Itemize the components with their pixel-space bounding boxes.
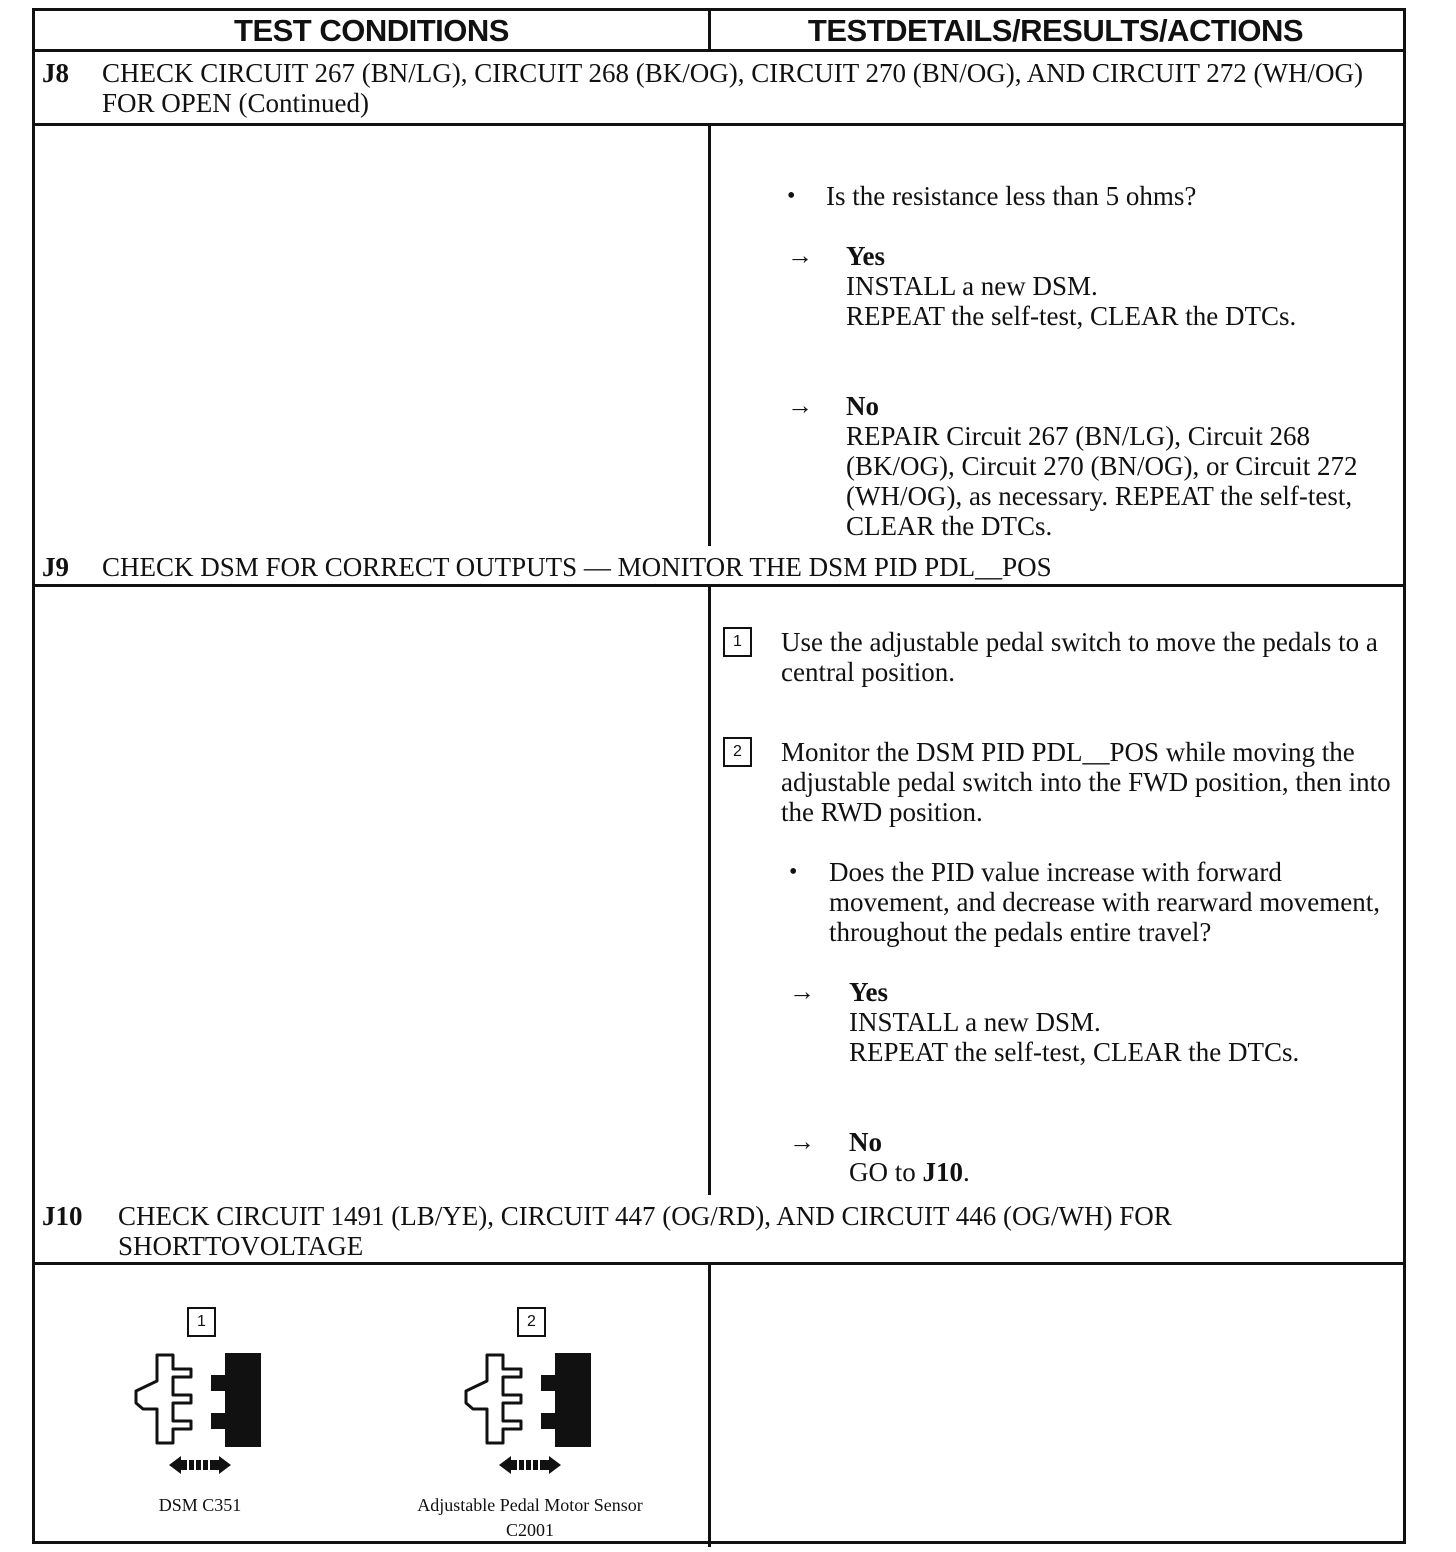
arrow-icon: → xyxy=(787,391,813,420)
no-action: REPAIR Circuit 267 (BN/LG), Circuit 268 (BK/OG), Circuit 270 (BN/OG), or Circuit 272 (WH/OG), as necessary. REPEAT the self-test, CLEAR the DTCs. xyxy=(846,421,1358,541)
goto-step-link[interactable]: J10 xyxy=(922,1157,963,1187)
step-2-text: Monitor the DSM PID PDL__POS while moving the adjustable pedal switch into the FWD position, then into the RWD position. xyxy=(781,737,1391,827)
yes-outcome xyxy=(846,241,1391,331)
arrow-icon: → xyxy=(789,1127,815,1156)
yes-action-1: INSTALL a new DSM. xyxy=(849,1007,1101,1037)
no-label: No xyxy=(846,391,879,421)
yes-action-2: REPEAT the self-test, CLEAR the DTCs. xyxy=(846,301,1297,331)
step-id: J8 xyxy=(42,58,69,88)
diagnostic-table xyxy=(32,8,1406,1544)
yes-action-1: INSTALL a new DSM. xyxy=(846,271,1098,301)
step-number-box: 1 xyxy=(187,1307,216,1337)
connector-1-caption: DSM C351 xyxy=(158,1495,242,1515)
step-id: J10 xyxy=(42,1201,83,1231)
yes-action-2: REPEAT the self-test, CLEAR the DTCs. xyxy=(849,1037,1300,1067)
step-title: CHECK CIRCUIT 267 (BN/LG), CIRCUIT 268 (BK/OG), CIRCUIT 270 (BN/OG), AND CIRCUIT 272 (WH/OG) FOR OPEN (Continued) xyxy=(102,58,1363,118)
column-divider xyxy=(708,1265,711,1547)
header-test-conditions: TEST CONDITIONS xyxy=(234,13,509,48)
step-number-box: 2 xyxy=(723,737,752,767)
yes-label: Yes xyxy=(846,241,885,271)
bullet-icon: • xyxy=(789,859,798,885)
table-header xyxy=(35,11,1403,52)
step-number-box: 2 xyxy=(517,1307,546,1337)
bullet-icon: • xyxy=(787,183,796,209)
step-j9-heading xyxy=(35,546,1403,587)
no-outcome xyxy=(846,391,1371,541)
step-title: CHECK CIRCUIT 1491 (LB/YE), CIRCUIT 447 (OG/RD), AND CIRCUIT 446 (OG/WH) FOR SHORTTOVOLTAGE xyxy=(118,1201,1172,1261)
no-label: No xyxy=(849,1127,882,1157)
connector-2-caption: Adjustable Pedal Motor Sensor C2001 xyxy=(417,1495,643,1540)
no-action: GO to J10. xyxy=(849,1157,970,1187)
step-number-box: 1 xyxy=(723,627,752,657)
step-j8-results xyxy=(711,126,1403,546)
question-text: Is the resistance less than 5 ohms? xyxy=(826,181,1197,211)
step-id: J9 xyxy=(42,552,69,582)
column-divider xyxy=(708,11,711,52)
connector-disconnect-icon xyxy=(133,1351,268,1476)
yes-outcome xyxy=(849,977,1394,1067)
step-j8-heading xyxy=(35,52,1403,126)
arrow-icon: → xyxy=(787,241,813,270)
step-j10-heading xyxy=(35,1195,1403,1265)
step-1-text: Use the adjustable pedal switch to move the pedals to a central position. xyxy=(781,627,1378,687)
step-j10-conditions xyxy=(35,1265,708,1541)
step-title: CHECK DSM FOR CORRECT OUTPUTS — MONITOR THE DSM PID PDL__POS xyxy=(102,552,1052,582)
header-test-details: TESTDETAILS/RESULTS/ACTIONS xyxy=(807,13,1304,48)
no-outcome xyxy=(849,1127,1394,1187)
arrow-icon: → xyxy=(789,977,815,1006)
connector-disconnect-icon xyxy=(463,1351,598,1476)
question-text: Does the PID value increase with forward movement, and decrease with rearward movement, throughout the pedals entire travel? xyxy=(829,857,1381,947)
yes-label: Yes xyxy=(849,977,888,1007)
step-j9-results xyxy=(711,587,1403,1195)
